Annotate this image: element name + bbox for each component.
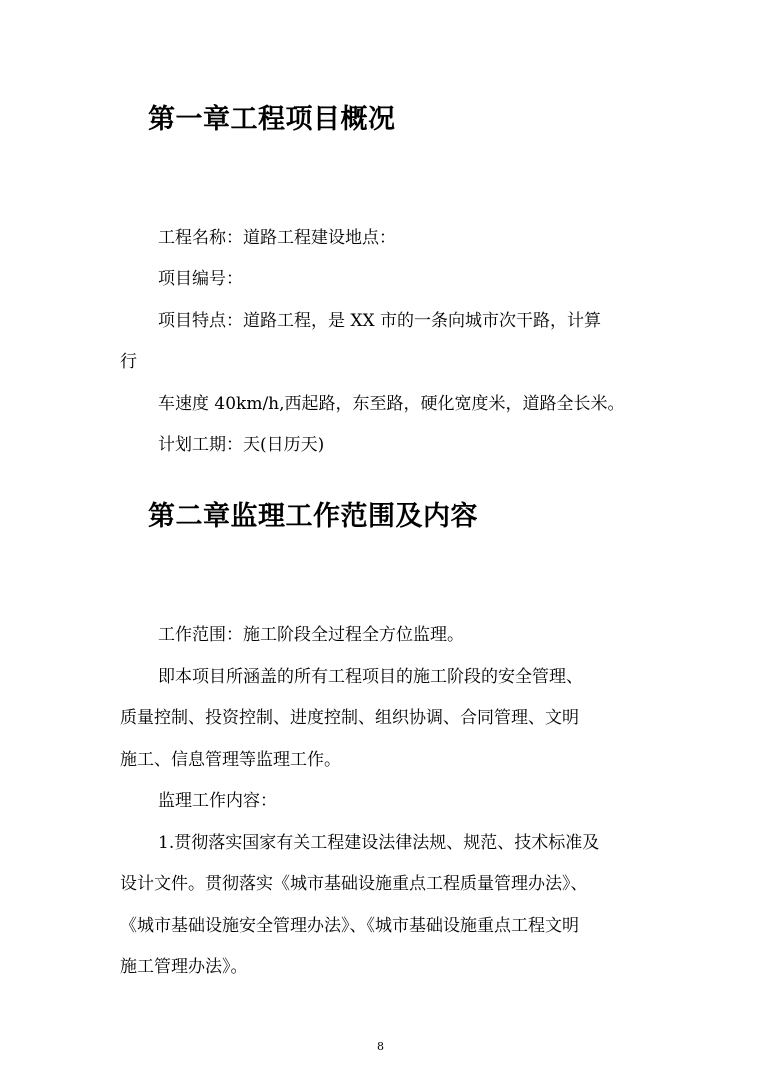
chapter-2-title: 第二章监理工作范围及内容 xyxy=(148,501,478,532)
scope-detail-line-3: 施工、信息管理等监理工作。 xyxy=(120,750,341,770)
project-features-line: 项目特点：道路工程，是 XX 市的一条向城市次干路，计算 xyxy=(158,311,602,331)
project-features-wrap-line: 行 xyxy=(120,352,137,372)
content-item-1-line-3: 《城市基础设施安全管理办法》、《城市基础设施重点工程文明 xyxy=(120,916,579,936)
content-item-1-line-4: 施工管理办法》。 xyxy=(120,957,248,977)
page-number: 8 xyxy=(377,1040,384,1053)
vehicle-speed-line: 车速度 40km/h,西起路，东至路，硬化宽度米，道路全长米。 xyxy=(158,394,625,414)
scope-detail-line-2: 质量控制、投资控制、进度控制、组织协调、合同管理、文明 xyxy=(120,708,579,728)
content-item-1-line-2: 设计文件。贯彻落实《城市基础设施重点工程质量管理办法》、 xyxy=(120,874,588,894)
chapter-1-title: 第一章工程项目概况 xyxy=(148,104,396,135)
content-item-1-line-1: 1.贯彻落实国家有关工程建设法律法规、规范、技术标准及 xyxy=(158,833,600,853)
work-content-label: 监理工作内容： xyxy=(158,791,277,811)
project-name-line: 工程名称：道路工程建设地点： xyxy=(158,228,396,248)
scope-detail-line-1: 即本项目所涵盖的所有工程项目的施工阶段的安全管理、 xyxy=(158,667,583,687)
project-number-line: 项目编号： xyxy=(158,269,243,289)
work-scope-line: 工作范围：施工阶段全过程全方位监理。 xyxy=(158,625,464,645)
planned-duration-line: 计划工期：天(日历天) xyxy=(158,435,325,455)
